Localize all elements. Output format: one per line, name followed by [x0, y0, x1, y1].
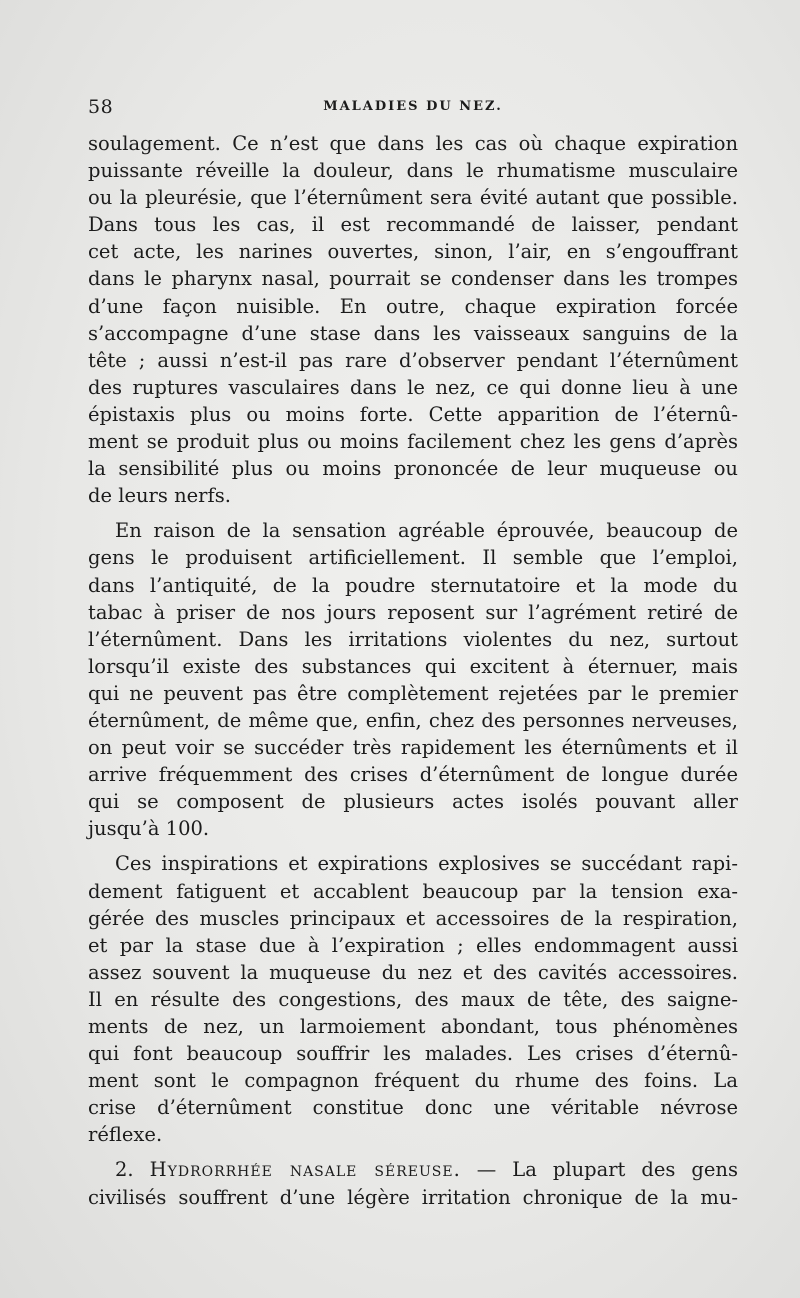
text-line: crise d’éternûment constitue donc une véritable névrose [88, 1096, 738, 1120]
text-line: civilisés souffrent d’une légère irritation chronique de la mu- [88, 1185, 738, 1209]
text-line: la sensibilité plus ou moins prononcée de leur muqueuse ou [88, 457, 738, 481]
section-number: 2. [115, 1158, 134, 1182]
text-line: Il en résulte des congestions, des maux de tête, des saigne- [88, 987, 738, 1011]
text-line: épistaxis plus ou moins forte. Cette apparition de l’éternû- [88, 402, 738, 426]
section-dash: — [476, 1158, 497, 1182]
text-line: éternûment, de même que, enfin, chez des personnes nerveuses, [88, 708, 738, 732]
text-line: Dans tous les cas, il est recommandé de laisser, pendant [88, 213, 738, 237]
paragraph-3 [88, 850, 738, 1148]
section-title: Hydrorrhée nasale séreuse. [149, 1158, 461, 1182]
text-line: gens le produisent artificiellement. Il semble que l’emploi, [88, 546, 738, 570]
text-line: d’une façon nuisible. En outre, chaque expiration forcée [88, 294, 738, 318]
text-line: puissante réveille la douleur, dans le rhumatisme musculaire [88, 159, 738, 183]
text-line: qui se composent de plusieurs actes isolés pouvant aller [88, 790, 738, 814]
book-page [88, 96, 738, 1211]
text-line: arrive fréquemment des crises d’éternûment de longue durée [88, 763, 738, 787]
section-first-line-text: La plupart des gens [512, 1158, 738, 1182]
text-line: dans le pharynx nasal, pourrait se condenser dans les trompes [88, 267, 738, 291]
section-paragraph [88, 1156, 738, 1210]
section-heading-line [88, 1156, 738, 1183]
text-line: gérée des muscles principaux et accessoires de la respiration, [88, 906, 738, 930]
text-line: ment sont le compagnon fréquent du rhume des foins. La [88, 1069, 738, 1093]
text-line: soulagement. Ce n’est que dans les cas où chaque expiration [88, 132, 738, 155]
paragraph-2 [88, 517, 738, 842]
text-line: qui ne peuvent pas être complètement rejetées par le premier [88, 681, 738, 705]
text-line: ment se produit plus ou moins facilement chez les gens d’après [88, 430, 738, 454]
text-line: tête ; aussi n’est-il pas rare d’observer pendant l’éternûment [88, 348, 738, 372]
page-number: 58 [88, 96, 114, 118]
text-line: de leurs nerfs. [88, 484, 231, 508]
text-line: En raison de la sensation agréable éprouvée, beaucoup de [115, 519, 738, 543]
text-line: dans l’antiquité, de la poudre sternutatoire et la mode du [88, 573, 738, 597]
text-line: qui font beaucoup souffrir les malades. Les crises d’éternû- [88, 1042, 738, 1066]
running-title: MALADIES DU NEZ. [323, 99, 503, 114]
text-line: lorsqu’il existe des substances qui excitent à éternuer, mais [88, 654, 738, 678]
text-line: ou la pleurésie, que l’éternûment sera évité autant que possible. [88, 186, 738, 210]
page-header [88, 96, 738, 130]
text-line: s’accompagne d’une stase dans les vaisseaux sanguins de la [88, 321, 738, 345]
paragraph-1 [88, 130, 738, 509]
text-line: ments de nez, un larmoiement abondant, tous phénomènes [88, 1015, 738, 1038]
text-line: dement fatiguent et accablent beaucoup par la tension exa- [88, 879, 738, 903]
text-line: des ruptures vasculaires dans le nez, ce qui donne lieu à une [88, 375, 738, 399]
text-line: réflexe. [88, 1123, 163, 1147]
text-line: assez souvent la muqueuse du nez et des cavités accessoires. [88, 960, 738, 984]
text-line: et par la stase due à l’expiration ; elles endommagent aussi [88, 933, 738, 957]
text-line: Ces inspirations et expirations explosives se succédant rapi- [115, 852, 738, 876]
text-line: cet acte, les narines ouvertes, sinon, l’air, en s’engouffrant [88, 240, 738, 264]
text-line: l’éternûment. Dans les irritations violentes du nez, surtout [88, 627, 738, 651]
text-line: jusqu’à 100. [88, 817, 210, 841]
text-line: tabac à priser de nos jours reposent sur l’agrément retiré de [88, 600, 738, 624]
text-line: on peut voir se succéder très rapidement les éternûments et il [88, 736, 738, 760]
